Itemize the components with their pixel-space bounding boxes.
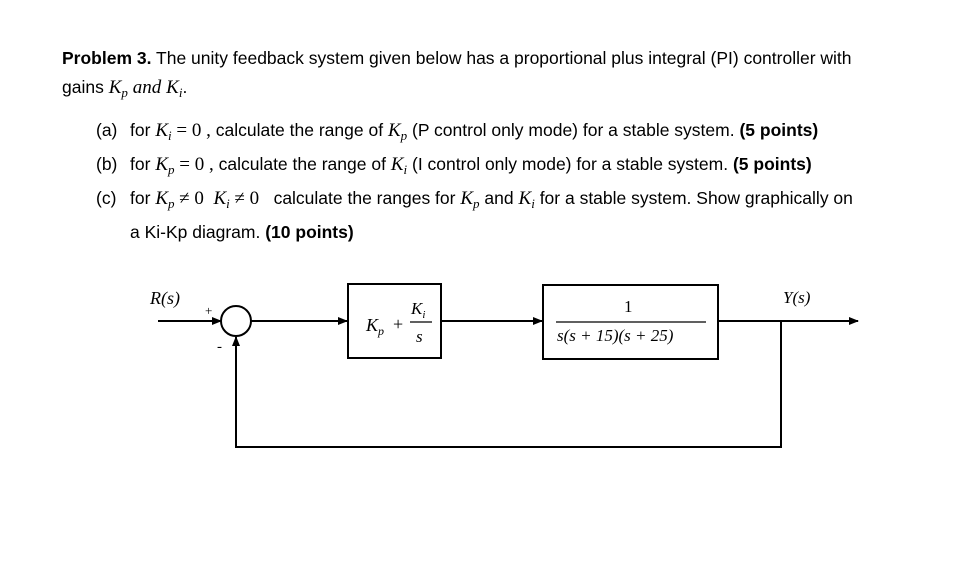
gains-prefix: gains (62, 77, 104, 97)
target-var-1: $K_p$ (460, 188, 480, 211)
part-text: calculate the range of (215, 120, 384, 140)
problem-heading: Problem 3. (62, 48, 152, 68)
part-text: calculate the ranges for (273, 188, 456, 208)
for-word: for (130, 188, 151, 208)
part-b-label: (b) (96, 154, 118, 174)
minus-sign: - (217, 339, 222, 355)
points: (5 points) (732, 154, 812, 174)
target-var: $K_p$ (387, 120, 408, 143)
summing-junction (221, 306, 251, 336)
and-word: and (484, 188, 514, 208)
condition-var-1: $K_p$ (155, 188, 175, 211)
controller-kp: $K_p$ (366, 315, 385, 338)
neq-2: ≠ 0 (229, 188, 269, 209)
plant-den: s(s + 15)(s + 25) (557, 326, 674, 345)
plus-sign: + (205, 303, 213, 318)
ki-symbol: $K_i$ (166, 77, 183, 100)
condition: = 0 , (171, 120, 211, 141)
condition-var: $K_p$ (155, 154, 175, 177)
part-text: calculate the range of (218, 154, 386, 174)
target-var-2: $K_i$ (518, 188, 535, 211)
controller-den: s (416, 327, 423, 346)
part-c-label: (c) (96, 188, 117, 208)
points: (10 points) (265, 222, 354, 242)
part-rest: (I control only mode) for a stable system. (412, 154, 729, 174)
part-rest: for a stable system. Show graphically on (539, 188, 853, 208)
kp-symbol: $K_p$ (108, 77, 128, 100)
input-label: R(s) (150, 288, 180, 308)
condition-var: $K_i$ (155, 120, 172, 143)
part-rest: (P control only mode) for a stable system. (412, 120, 735, 140)
output-label: Y(s) (783, 288, 811, 307)
problem-intro: The unity feedback system given below has a proportional plus integral (PI) controller with (156, 48, 852, 68)
for-word: for (130, 154, 151, 174)
part-a-label: (a) (96, 120, 118, 140)
and-word: and (132, 77, 162, 98)
condition-var-2: $K_i$ (213, 188, 230, 211)
condition: = 0 , (174, 154, 214, 175)
target-var: $K_i$ (390, 154, 408, 177)
points: (5 points) (739, 120, 819, 140)
period: . (182, 77, 188, 97)
for-word: for (130, 120, 151, 140)
plant-num: 1 (624, 297, 633, 316)
controller-plus: + (393, 314, 404, 334)
neq-1: ≠ 0 (174, 188, 214, 209)
part-c-cont-text: a Ki-Kp diagram. (130, 222, 261, 242)
controller-ki: $K_i$ (411, 299, 426, 321)
